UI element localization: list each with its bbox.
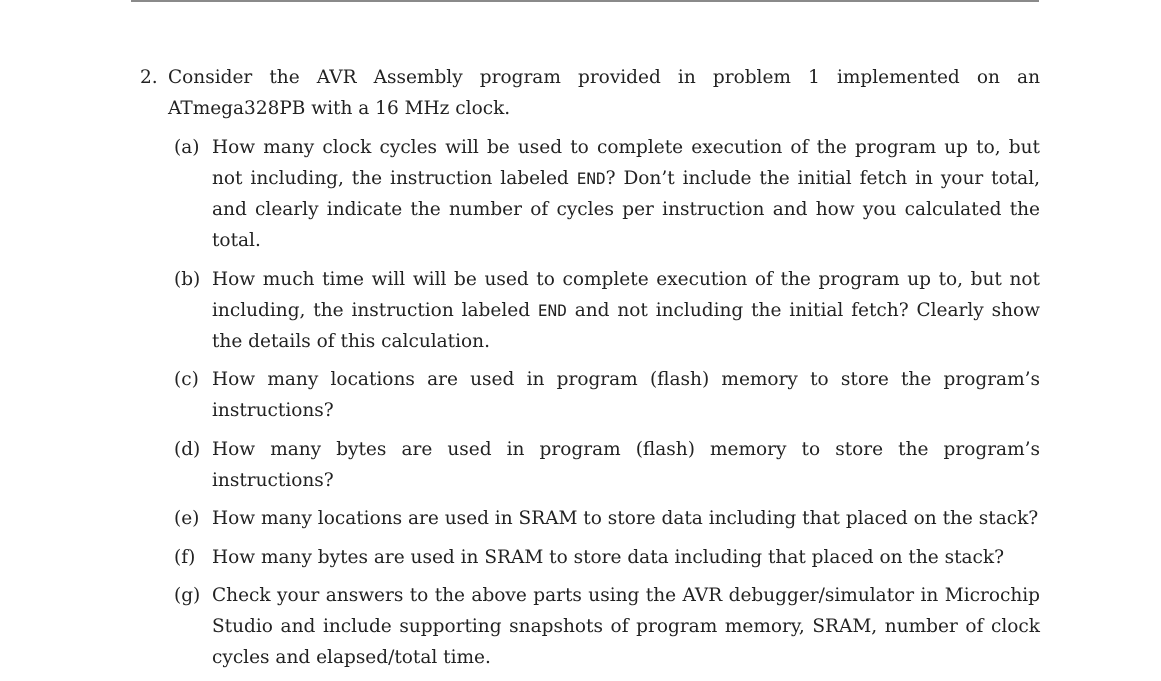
part-text: Check your answers to the above parts using the AVR debugger/simulator in Microchip Studio and include supporting snapshots of program memory, SRAM, number of clock cycles and elapsed/total time. [212,585,1040,668]
part-f [174,542,1040,573]
part-label: (b) [174,268,201,290]
part-text: How many locations are used in SRAM to store data including that placed on the stack? [212,508,1039,529]
part-label: (e) [174,508,200,529]
problem-intro: Consider the AVR Assembly program provided in problem 1 implemented on an ATmega328PB with a 16 MHz clock. [168,67,1040,119]
part-b [174,264,1040,357]
part-label: (c) [174,369,199,390]
part-label: (g) [174,585,201,606]
part-text-before: How many clock cycles will be used to complete execution of the program up to, but not including, the instruction labeled [212,137,1040,189]
part-e [174,503,1040,534]
part-text: How many locations are used in program (flash) memory to store the program’s instructions? [212,369,1040,421]
part-text: How many bytes are used in program (flash) memory to store the program’s instructions? [212,438,1040,491]
part-text [212,264,1040,357]
part-a [174,132,1040,256]
part-text-after: and not including the initial fetch? Clearly show the details of this calculation. [212,299,1040,352]
top-rule [131,0,1039,2]
code-label-end: END [537,300,567,320]
problem-2 [140,62,1040,681]
part-text-after: ? Don’t include the initial fetch in your total, and clearly indicate the number of cycles per instruction and how you calculated the total. [212,168,1040,251]
part-c [174,364,1040,426]
part-text-before: How much time will will be used to complete execution of the program up to, but not including, the instruction labeled [212,268,1040,321]
part-label: (a) [174,137,200,158]
code-label-end: END [576,169,606,188]
problem-parts [174,132,1040,673]
part-g [174,580,1040,673]
problem-heading [140,62,1040,124]
part-label: (f) [174,546,196,568]
part-text: How many bytes are used in SRAM to store data including that placed on the stack? [212,546,1005,568]
part-label: (d) [174,438,201,460]
part-d [174,434,1040,496]
problem-number: 2. [140,67,158,88]
part-text [212,132,1040,256]
